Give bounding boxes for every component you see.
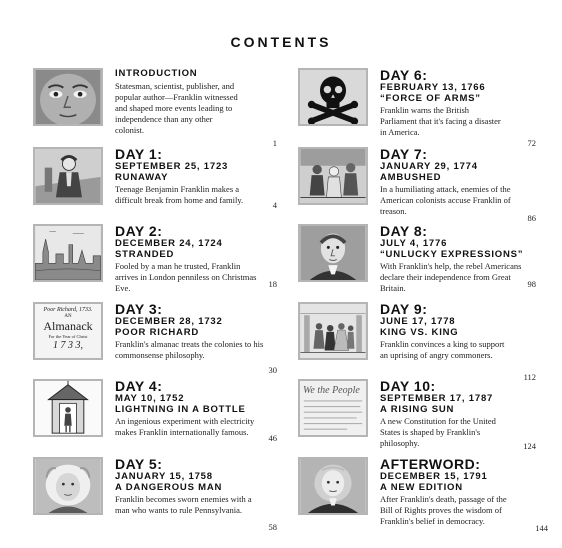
thomas-paine-portrait-icon bbox=[300, 226, 366, 280]
french-court-scene-icon bbox=[300, 304, 366, 358]
entry-description: Franklin convinces a king to support an uprising of angry commoners. bbox=[380, 339, 505, 360]
almanack-line-4: For the Year of Christ bbox=[48, 334, 88, 339]
thumbnail-skull bbox=[298, 68, 368, 126]
entry-description: Statesman, scientist, publisher, and popular author—Franklin witnessed and shaped more events leading to independence than any other colonist. bbox=[115, 81, 238, 135]
toc-entry-day-8[interactable] bbox=[298, 224, 538, 302]
entry-date: FEBRUARY 13, 1766 bbox=[380, 82, 486, 93]
entry-heading: DAY 4: bbox=[115, 378, 163, 394]
entry-subtitle: “FORCE OF ARMS” bbox=[380, 93, 481, 104]
thumbnail-elder-franklin bbox=[298, 457, 368, 515]
entry-page-number: 86 bbox=[527, 213, 536, 223]
constitution-heading: We the People bbox=[303, 385, 360, 396]
entry-date: DECEMBER 24, 1724 bbox=[115, 238, 223, 249]
entry-subtitle: A NEW EDITION bbox=[380, 482, 463, 493]
franklin-face-icon bbox=[35, 70, 101, 124]
toc-entry-day-9[interactable] bbox=[298, 302, 538, 380]
entry-date: JUNE 17, 1778 bbox=[380, 316, 456, 327]
entry-date: JANUARY 29, 1774 bbox=[380, 161, 478, 172]
entry-subtitle: KING VS. KING bbox=[380, 327, 459, 338]
entry-subtitle: AMBUSHED bbox=[380, 172, 442, 183]
entry-date: DECEMBER 15, 1791 bbox=[380, 471, 488, 482]
entry-page-number: 46 bbox=[268, 433, 277, 443]
entry-heading: DAY 8: bbox=[380, 223, 428, 239]
toc-entry-day-7[interactable] bbox=[298, 147, 538, 225]
thumbnail-young-franklin bbox=[33, 147, 103, 205]
entry-description: Teenage Benjamin Franklin makes a difficult break from home and family. bbox=[115, 184, 244, 205]
entry-page-number: 4 bbox=[272, 200, 277, 210]
almanack-line-2: AN bbox=[64, 314, 72, 319]
entry-subtitle: A DANGEROUS MAN bbox=[115, 482, 223, 493]
london-skyline-icon bbox=[35, 226, 101, 280]
entry-page-number: 72 bbox=[527, 138, 536, 148]
almanack-line-1: Poor Richard, 1733. bbox=[43, 307, 93, 313]
entry-heading: DAY 3: bbox=[115, 301, 163, 317]
entry-heading: DAY 6: bbox=[380, 67, 428, 83]
entry-heading: DAY 10: bbox=[380, 378, 436, 394]
entry-heading: AFTERWORD: bbox=[380, 456, 481, 472]
entry-subtitle: “UNLUCKY EXPRESSIONS” bbox=[380, 249, 524, 260]
page-title: CONTENTS bbox=[230, 34, 332, 50]
thumbnail-sentry-box bbox=[33, 379, 103, 437]
young-franklin-portrait-icon bbox=[35, 149, 101, 203]
toc-entry-afterword[interactable] bbox=[298, 456, 548, 535]
entry-description: A new Constitution for the United States is shaped by Franklin's philosophy. bbox=[380, 416, 496, 448]
entry-heading: DAY 5: bbox=[115, 456, 163, 472]
elder-franklin-portrait-icon bbox=[300, 459, 366, 513]
entry-date: SEPTEMBER 17, 1787 bbox=[380, 393, 494, 404]
entry-page-number: 144 bbox=[535, 523, 548, 533]
thumbnail-wigged-man bbox=[33, 457, 103, 515]
toc-entry-day-3[interactable] bbox=[33, 301, 277, 380]
entry-description: Franklin becomes sworn enemies with a man who wants to rule Pennsylvania. bbox=[115, 494, 252, 515]
almanack-line-3: Almanack bbox=[43, 319, 93, 333]
entry-subtitle: A RISING SUN bbox=[380, 404, 455, 415]
entry-date: JANUARY 15, 1758 bbox=[115, 471, 213, 482]
wigged-man-portrait-icon bbox=[35, 459, 101, 513]
toc-entry-day-1[interactable] bbox=[33, 146, 277, 225]
thumbnail-tarring-scene bbox=[298, 147, 368, 205]
thumbnail-franklin-face bbox=[33, 68, 103, 126]
entry-description: An ingenious experiment with electricity makes Franklin internationally famous. bbox=[115, 416, 255, 437]
thumbnail-constitution bbox=[298, 379, 368, 437]
entry-page-number: 124 bbox=[523, 441, 536, 451]
entry-heading: DAY 9: bbox=[380, 301, 428, 317]
toc-entry-day-6[interactable] bbox=[298, 68, 538, 146]
toc-entry-introduction[interactable] bbox=[33, 68, 277, 148]
toc-entry-day-5[interactable] bbox=[33, 456, 277, 535]
tarring-scene-icon bbox=[300, 149, 366, 203]
entry-description: Franklin warns the British Parliament that it's facing a disaster in America. bbox=[380, 105, 501, 137]
entry-description: With Franklin's help, the rebel Americans declare their independence from Great Britain. bbox=[380, 261, 522, 293]
entry-page-number: 112 bbox=[523, 372, 536, 382]
entry-heading: DAY 1: bbox=[115, 146, 163, 162]
toc-entry-day-2[interactable] bbox=[33, 223, 277, 302]
entry-heading: INTRODUCTION bbox=[115, 68, 198, 79]
almanack-line-5: 1 7 3 3, bbox=[53, 340, 83, 351]
entry-subtitle: STRANDED bbox=[115, 249, 175, 260]
entry-page-number: 58 bbox=[268, 522, 277, 532]
entry-heading: DAY 2: bbox=[115, 223, 163, 239]
entry-heading: DAY 7: bbox=[380, 146, 428, 162]
entry-date: MAY 10, 1752 bbox=[115, 393, 185, 404]
entry-description: Franklin's almanac treats the colonies to his commonsense philosophy. bbox=[115, 339, 264, 360]
toc-entry-day-10[interactable] bbox=[298, 379, 538, 457]
entry-description: Fooled by a man he trusted, Franklin arrives in London penniless on Christmas Eve. bbox=[115, 261, 257, 293]
thumbnail-london-skyline bbox=[33, 224, 103, 282]
entry-page-number: 18 bbox=[268, 279, 277, 289]
thumbnail-almanack bbox=[33, 302, 103, 360]
entry-subtitle: RUNAWAY bbox=[115, 172, 169, 183]
entry-date: JULY 4, 1776 bbox=[380, 238, 448, 249]
entry-description: In a humiliating attack, enemies of the American colonists accuse Franklin of treason. bbox=[380, 184, 511, 216]
entry-subtitle: POOR RICHARD bbox=[115, 327, 200, 338]
toc-entry-day-4[interactable] bbox=[33, 378, 277, 457]
thumbnail-french-court bbox=[298, 302, 368, 360]
entry-page-number: 30 bbox=[268, 365, 277, 375]
sentry-box-icon bbox=[35, 381, 101, 435]
entry-page-number: 98 bbox=[527, 279, 536, 289]
entry-description: After Franklin's death, passage of the Bill of Rights proves the wisdom of Franklin's belief in democracy. bbox=[380, 494, 507, 526]
entry-page-number: 1 bbox=[272, 138, 277, 148]
thumbnail-thomas-paine bbox=[298, 224, 368, 282]
skull-and-crossbones-icon bbox=[300, 70, 366, 124]
entry-subtitle: LIGHTNING IN A BOTTLE bbox=[115, 404, 246, 415]
entry-date: SEPTEMBER 25, 1723 bbox=[115, 161, 229, 172]
document-lines-icon bbox=[300, 396, 366, 436]
entry-date: DECEMBER 28, 1732 bbox=[115, 316, 223, 327]
